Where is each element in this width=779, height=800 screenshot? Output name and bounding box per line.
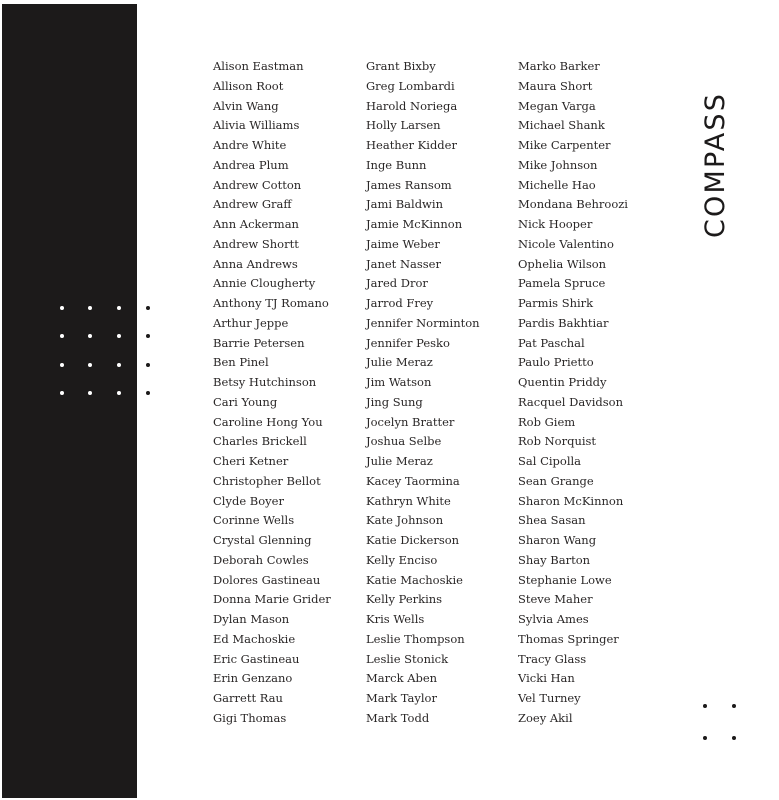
name-item: Andrea Plum [213,157,289,172]
name-item: Leslie Thompson [366,631,465,646]
decorative-dot [60,363,64,367]
name-item: Cheri Ketner [213,454,289,468]
name-item: Anthony TJ Romano [213,296,329,310]
name-item: Andrew Shortt [213,236,299,251]
name-item: Vel Turney [518,691,581,705]
decorative-dot [703,704,707,708]
name-item: Mark Taylor [366,691,437,705]
name-item: Sylvia Ames [518,612,589,626]
name-item: Ed Machoskie [213,631,296,646]
name-item: Erin Genzano [213,671,293,686]
name-item: Mike Johnson [518,157,598,172]
name-item: Katie Machoskie [366,572,463,587]
name-item: Shea Sasan [518,513,586,528]
name-item: Sal Cipolla [518,454,582,468]
name-item: Julie Meraz [366,454,433,468]
decorative-dot [88,306,92,310]
name-item: Joshua Selbe [366,434,442,449]
decorative-dot [146,363,150,367]
name-item: Marko Barker [518,59,600,73]
name-item: Steve Maher [518,592,593,607]
name-item: Dolores Gastineau [213,572,321,587]
name-item: Greg Lombardi [366,78,455,93]
name-item: Jim Watson [366,375,432,389]
names-column-1 [213,57,331,729]
name-item: Clyde Boyer [213,493,284,508]
name-item: Mike Carpenter [518,138,611,152]
name-item: Jennifer Norminton [366,315,480,330]
decorative-dot [146,334,150,338]
name-item: Alvin Wang [213,98,279,113]
name-item: Jamie McKinnon [366,217,463,231]
name-item: Betsy Hutchinson [213,375,317,389]
decorative-dot [60,391,64,395]
decorative-dot [146,391,150,395]
name-item: Gigi Thomas [213,710,287,725]
name-item: Andre White [213,138,287,152]
name-item: Mark Todd [366,710,430,725]
name-item: Christopher Bellot [213,473,321,488]
name-item: Rob Norquist [518,434,597,449]
name-item: Cari Young [213,394,278,409]
name-item: Michelle Hao [518,177,596,192]
name-item: Crystal Glenning [213,533,312,547]
name-item: Heather Kidder [366,138,457,152]
decorative-dot [88,391,92,395]
name-item: Janet Nasser [366,256,441,271]
name-item: Grant Bixby [366,59,436,73]
name-item: Ben Pinel [213,355,269,370]
name-item: Leslie Stonick [366,651,449,666]
decorative-dot [117,306,121,310]
name-item: Jared Dror [366,276,428,291]
name-item: Jaime Weber [366,236,440,251]
decorative-dot [146,306,150,310]
name-item: Deborah Cowles [213,552,309,567]
name-item: Kathryn White [366,493,451,508]
name-item: Ophelia Wilson [518,256,607,271]
name-item: Inge Bunn [366,157,427,172]
name-item: Kelly Enciso [366,552,438,567]
name-item: Jami Baldwin [366,197,443,212]
name-item: Alison Eastman [213,59,304,73]
decorative-dot [117,334,121,338]
name-item: Jing Sung [366,394,423,409]
decorative-dot [732,704,736,708]
name-item: Holly Larsen [366,118,441,133]
decorative-dot [88,334,92,338]
name-item: Quentin Priddy [518,375,607,389]
name-item: Zoey Akil [518,710,573,725]
name-item: Arthur Jeppe [213,315,289,330]
name-item: Megan Varga [518,98,596,113]
name-item: Pardis Bakhtiar [518,315,609,330]
name-item: Harold Noriega [366,98,458,113]
name-item: Andrew Graff [213,197,292,212]
name-item: Sharon Wang [518,533,597,547]
decorative-dot [88,363,92,367]
decorative-dot [117,391,121,395]
names-column-3 [518,57,628,729]
name-item: Jarrod Frey [366,296,434,310]
name-item: Charles Brickell [213,434,307,449]
name-item: Andrew Cotton [213,177,302,192]
name-item: Tracy Glass [518,651,587,666]
name-item: Paulo Prietto [518,355,594,370]
name-item: Julie Meraz [366,355,433,370]
name-item: Pamela Spruce [518,276,606,291]
name-item: Katie Dickerson [366,533,460,547]
name-item: Annie Clougherty [213,276,316,291]
name-item: Allison Root [213,78,284,93]
name-item: Kate Johnson [366,513,444,528]
decorative-dot [117,363,121,367]
name-item: Pat Paschal [518,335,585,350]
name-item: Sean Grange [518,473,594,488]
name-item: Rob Giem [518,414,576,429]
name-item: Barrie Petersen [213,335,305,350]
name-item: Kacey Taormina [366,473,460,488]
compass-logo: COMPASS [700,91,731,238]
name-item: Marck Aben [366,671,438,686]
decorative-dot [703,736,707,740]
name-item: Kelly Perkins [366,592,443,607]
left-black-bar [2,4,137,798]
name-item: Alivia Williams [213,118,300,133]
name-item: Thomas Springer [518,631,619,646]
name-item: Nicole Valentino [518,236,614,251]
name-item: Ann Ackerman [213,217,299,231]
name-item: Vicki Han [518,671,575,686]
name-item: Parmis Shirk [518,296,594,310]
name-item: Michael Shank [518,118,605,133]
name-item: Stephanie Lowe [518,572,612,587]
names-column-2 [366,57,480,729]
name-item: Jennifer Pesko [366,335,450,350]
decorative-dot [732,736,736,740]
name-item: Dylan Mason [213,612,290,626]
name-item: Racquel Davidson [518,394,623,409]
name-item: Kris Wells [366,612,425,626]
name-item: Maura Short [518,78,593,93]
name-item: Corinne Wells [213,513,295,528]
name-item: James Ransom [366,177,452,192]
decorative-dot [60,306,64,310]
name-item: Sharon McKinnon [518,493,624,508]
name-item: Anna Andrews [213,256,298,271]
decorative-dot [60,334,64,338]
name-item: Eric Gastineau [213,651,300,666]
name-item: Nick Hooper [518,217,593,231]
name-item: Caroline Hong You [213,414,323,429]
name-item: Jocelyn Bratter [366,414,455,429]
name-item: Shay Barton [518,552,591,567]
name-item: Donna Marie Grider [213,592,331,607]
name-item: Garrett Rau [213,691,283,705]
name-item: Mondana Behroozi [518,197,628,212]
